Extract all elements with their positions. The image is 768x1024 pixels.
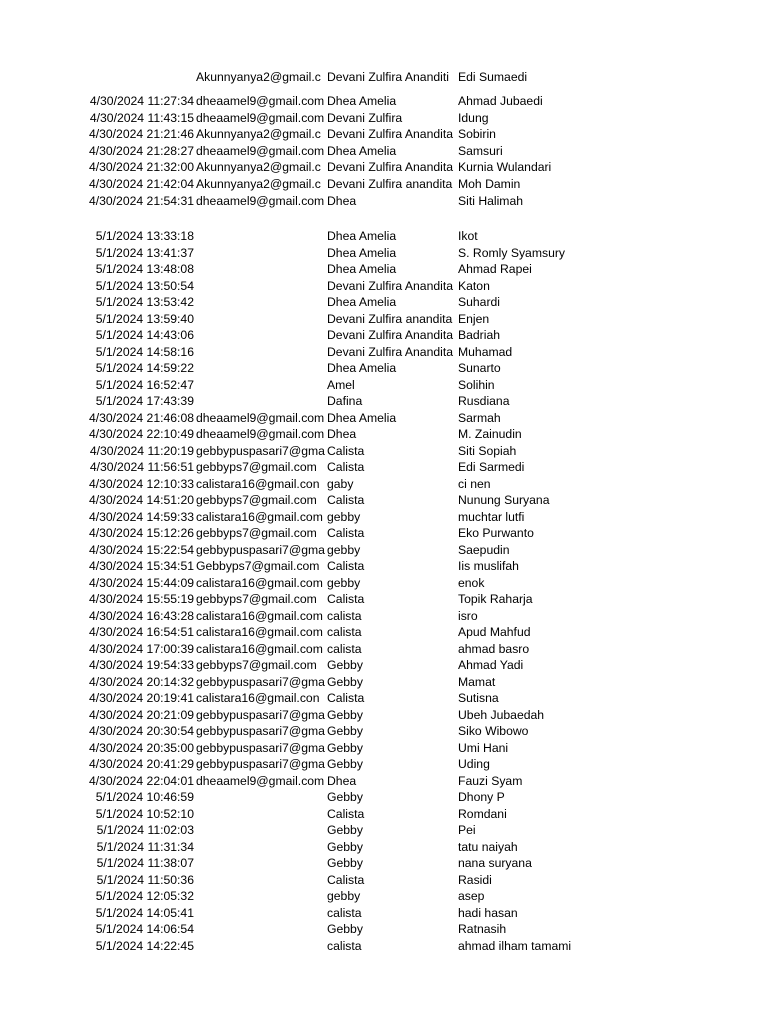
- name-cell: Dhea: [327, 427, 357, 441]
- table-row: [0, 789, 768, 806]
- timestamp-cell: 5/1/2024 11:38:07: [96, 856, 194, 870]
- email-cell: calistara16@gmail.com: [196, 641, 323, 656]
- table-row: [0, 193, 768, 210]
- email-cell: gebbypuspasari7@gma: [196, 757, 325, 771]
- respondent-cell: Ahmad Rapei: [458, 262, 532, 276]
- email-cell: gebbypuspasari7@gma: [196, 724, 325, 738]
- table-row: [0, 294, 768, 311]
- name-cell: Dhea Amelia: [327, 410, 397, 425]
- table-row: [0, 575, 768, 592]
- table-row: [0, 459, 768, 476]
- timestamp-cell: 4/30/2024 16:54:51: [88, 625, 194, 639]
- email-cell: [196, 806, 327, 823]
- name-cell: Dhea Amelia: [327, 143, 397, 158]
- name-cell: Gebby: [327, 724, 363, 738]
- respondent-cell: nana suryana: [458, 856, 532, 870]
- respondent-cell: isro: [458, 608, 478, 623]
- timestamp-cell: 5/1/2024 16:52:47: [95, 377, 194, 392]
- table-row: [0, 888, 768, 905]
- name-cell: Amel: [327, 377, 355, 392]
- name-cell: Calista: [327, 872, 365, 887]
- respondent-cell: Umi Hani: [458, 740, 509, 755]
- table-row: [0, 261, 768, 278]
- timestamp-cell: 4/30/2024 21:28:27: [88, 143, 194, 158]
- email-cell: [196, 294, 327, 311]
- timestamp-cell: 4/30/2024 21:21:46: [88, 127, 194, 142]
- email-cell: calistara16@gmail.com: [196, 509, 323, 524]
- email-cell: gebbyps7@gmail.com: [196, 658, 317, 672]
- email-cell: [196, 327, 327, 344]
- timestamp-cell: 4/30/2024 14:59:33: [88, 509, 194, 524]
- timestamp-cell: 4/30/2024 22:04:01: [88, 773, 194, 788]
- timestamp-cell: 4/30/2024 15:22:54: [88, 542, 194, 557]
- table-row: [0, 723, 768, 740]
- timestamp-cell: 5/1/2024 11:02:03: [96, 823, 194, 837]
- name-cell: Gebby: [327, 839, 363, 854]
- table-row: [0, 591, 768, 608]
- timestamp-cell: 4/30/2024 15:55:19: [88, 592, 194, 606]
- respondent-cell: Kurnia Wulandari: [458, 160, 552, 175]
- respondent-cell: Sunarto: [458, 361, 501, 375]
- name-cell: Calista: [327, 592, 365, 606]
- header-row: [0, 69, 768, 86]
- table-row: [0, 558, 768, 575]
- email-cell: [196, 393, 327, 410]
- timestamp-cell: 5/1/2024 12:05:32: [95, 889, 194, 903]
- table-row: [0, 641, 768, 658]
- email-cell: [196, 377, 327, 394]
- table-row: [0, 492, 768, 509]
- table-row: [0, 938, 768, 955]
- timestamp-cell: 5/1/2024 14:22:45: [95, 938, 194, 953]
- email-cell: gebbypuspasari7@gma: [196, 443, 325, 458]
- table-row: [0, 740, 768, 757]
- respondent-cell: Siko Wibowo: [458, 724, 529, 738]
- timestamp-cell: 4/30/2024 20:19:41: [88, 691, 194, 705]
- respondent-cell: Romdani: [458, 806, 507, 821]
- respondent-cell: Fauzi Syam: [458, 773, 523, 788]
- table-row: [0, 476, 768, 493]
- timestamp-cell: 5/1/2024 13:53:42: [95, 295, 194, 309]
- name-cell: Dhea Amelia: [327, 262, 397, 276]
- name-cell: Calista: [327, 526, 365, 540]
- name-cell: Calista: [327, 493, 365, 507]
- email-cell: [196, 789, 327, 806]
- name-cell: Devani Zulfira Anandita: [327, 127, 454, 142]
- timestamp-cell: 5/1/2024 10:46:59: [95, 790, 194, 804]
- name-cell: gebby: [327, 509, 361, 524]
- name-cell: Dhea: [327, 193, 357, 208]
- respondent-cell: Katon: [458, 278, 490, 293]
- table-row: [0, 509, 768, 526]
- email-cell: gebbypuspasari7@gma: [196, 674, 325, 689]
- table-row: [0, 839, 768, 856]
- name-cell: Gebby: [327, 823, 363, 837]
- email-cell: [196, 344, 327, 361]
- name-cell: Gebby: [327, 757, 363, 771]
- email-cell: Akunnyanya2@gmail.c: [196, 177, 321, 191]
- name-cell: Dhea: [327, 773, 357, 788]
- table-row: [0, 110, 768, 127]
- name-cell: calista: [327, 938, 362, 953]
- table-row: [0, 822, 768, 839]
- respondent-cell: Nunung Suryana: [458, 493, 550, 507]
- table-row: [0, 311, 768, 328]
- table-row: [0, 707, 768, 724]
- email-cell: Akunnyanya2@gmail.c: [196, 127, 321, 142]
- timestamp-cell: 4/30/2024 22:10:49: [88, 427, 194, 441]
- email-cell: [196, 839, 327, 856]
- name-cell: Dhea Amelia: [327, 229, 397, 243]
- timestamp-cell: 5/1/2024 14:06:54: [95, 922, 194, 936]
- respondent-cell: Uding: [458, 757, 490, 771]
- name-cell: Devani Zulfira Anandita: [327, 278, 454, 293]
- timestamp-cell: 5/1/2024 14:59:22: [95, 361, 194, 375]
- email-cell: [196, 261, 327, 278]
- respondent-cell: Ikot: [458, 229, 478, 243]
- timestamp-cell: [80, 69, 194, 86]
- table-row: [0, 228, 768, 245]
- timestamp-cell: 4/30/2024 21:42:04: [88, 177, 194, 191]
- timestamp-cell: 5/1/2024 13:33:18: [95, 229, 194, 243]
- timestamp-cell: 4/30/2024 20:41:29: [88, 757, 194, 771]
- name-cell: Gebby: [327, 922, 363, 936]
- table-row: [0, 443, 768, 460]
- respondent-cell: Rasidi: [458, 872, 492, 887]
- table-row: [0, 690, 768, 707]
- email-cell: gebbyps7@gmail.com: [196, 493, 317, 507]
- table-row: [0, 426, 768, 443]
- respondent-cell: Apud Mahfud: [458, 625, 531, 639]
- table-row: [0, 608, 768, 625]
- respondent-cell: Rusdiana: [458, 394, 510, 408]
- respondent-cell: Moh Damin: [458, 177, 521, 191]
- timestamp-cell: 4/30/2024 16:43:28: [88, 608, 194, 623]
- respondent-cell: Dhony P: [458, 790, 505, 804]
- respondent-cell: ahmad ilham tamami: [458, 938, 572, 953]
- table-row: [0, 377, 768, 394]
- email-cell: dheaamel9@gmail.com: [196, 427, 325, 441]
- email-cell: calistara16@gmail.com: [196, 608, 323, 623]
- email-cell: [196, 360, 327, 377]
- timestamp-cell: 4/30/2024 15:12:26: [88, 526, 194, 540]
- name-cell: Gebby: [327, 658, 363, 672]
- name-cell: Devani Zulfira: [327, 110, 403, 125]
- table-row: [0, 176, 768, 193]
- name-cell: Gebby: [327, 790, 363, 804]
- table-row: [0, 921, 768, 938]
- name-cell: Devani Zulfira Anandita: [327, 328, 454, 342]
- email-cell: dheaamel9@gmail.com: [196, 773, 325, 788]
- name-cell: calista: [327, 905, 362, 920]
- timestamp-cell: 4/30/2024 14:51:20: [88, 493, 194, 507]
- name-cell: Calista: [327, 460, 365, 474]
- table-row: [0, 327, 768, 344]
- name-cell: Calista: [327, 443, 365, 458]
- respondent-cell: Badriah: [458, 328, 501, 342]
- email-cell: [196, 311, 327, 328]
- timestamp-cell: 4/30/2024 21:54:31: [88, 193, 194, 208]
- timestamp-cell: 4/30/2024 15:34:51: [88, 559, 194, 573]
- email-cell: calistara16@gmail.con: [196, 691, 320, 705]
- timestamp-cell: 5/1/2024 17:43:39: [95, 394, 194, 408]
- email-cell: gebbypuspasari7@gma: [196, 542, 325, 557]
- email-cell: dheaamel9@gmail.com: [196, 143, 325, 158]
- respondent-cell: Ubeh Jubaedah: [458, 707, 545, 722]
- table-row: [0, 657, 768, 674]
- timestamp-cell: 5/1/2024 13:48:08: [95, 262, 194, 276]
- timestamp-cell: 4/30/2024 21:32:00: [88, 160, 194, 175]
- email-cell: [196, 822, 327, 839]
- respondent-cell: Sobirin: [458, 127, 496, 142]
- name-cell: gebby: [327, 542, 361, 557]
- table-row: [0, 905, 768, 922]
- name-cell: Gebby: [327, 740, 363, 755]
- table-row: [0, 855, 768, 872]
- name-cell: Devani Zulfira anandita: [327, 311, 453, 326]
- respondent-cell: Suhardi: [458, 295, 501, 309]
- respondent-cell: asep: [458, 889, 485, 903]
- email-cell: dheaamel9@gmail.com: [196, 94, 325, 108]
- respondent-cell: Enjen: [458, 311, 490, 326]
- name-cell: Calista: [327, 559, 365, 573]
- table-row: [0, 143, 768, 160]
- respondent-cell: Pei: [458, 823, 476, 837]
- respondent-cell: Saepudin: [458, 542, 510, 557]
- table-row: [0, 93, 768, 110]
- timestamp-cell: 5/1/2024 13:59:40: [95, 311, 194, 326]
- email-cell: Gebbyps7@gmail.com: [196, 559, 320, 573]
- email-cell: Akunnyanya2@gmail.c: [196, 70, 321, 84]
- respondent-cell: M. Zainudin: [458, 427, 522, 441]
- email-cell: [196, 228, 327, 245]
- table-row: [0, 872, 768, 889]
- respondent-cell: ci nen: [458, 476, 491, 491]
- timestamp-cell: 4/30/2024 11:56:51: [89, 460, 194, 474]
- email-cell: gebbyps7@gmail.com: [196, 526, 317, 540]
- respondent-cell: Mamat: [458, 674, 496, 689]
- email-cell: [196, 938, 327, 955]
- table-row: [0, 674, 768, 691]
- respondent-cell: Muhamad: [458, 344, 513, 359]
- name-cell: Dhea Amelia: [327, 94, 397, 108]
- email-cell: [196, 888, 327, 905]
- email-cell: calistara16@gmail.com: [196, 575, 323, 590]
- email-cell: gebbypuspasari7@gma: [196, 740, 325, 755]
- name-cell: gaby: [327, 476, 354, 491]
- name-cell: calista: [327, 641, 362, 656]
- respondent-cell: Ratnasih: [458, 922, 507, 936]
- timestamp-cell: 5/1/2024 14:58:16: [95, 344, 194, 359]
- email-cell: gebbyps7@gmail.com: [196, 592, 317, 606]
- respondent-cell: Edi Sumaedi: [458, 70, 528, 84]
- name-cell: Calista: [327, 806, 365, 821]
- name-cell: Dhea Amelia: [327, 245, 397, 260]
- email-cell: [196, 905, 327, 922]
- timestamp-cell: 4/30/2024 21:46:08: [88, 410, 194, 425]
- respondent-cell: hadi hasan: [458, 905, 518, 920]
- respondent-cell: Siti Halimah: [458, 193, 524, 208]
- name-cell: Dhea Amelia: [327, 361, 397, 375]
- email-cell: [196, 278, 327, 295]
- respondent-cell: Idung: [458, 110, 489, 125]
- timestamp-cell: 4/30/2024 20:35:00: [88, 740, 194, 755]
- name-cell: calista: [327, 608, 362, 623]
- email-cell: calistara16@gmail.con: [196, 476, 320, 491]
- name-cell: calista: [327, 625, 362, 639]
- timestamp-cell: 4/30/2024 20:21:09: [88, 707, 194, 722]
- email-cell: gebbypuspasari7@gma: [196, 707, 325, 722]
- name-cell: Gebby: [327, 856, 363, 870]
- email-cell: [196, 872, 327, 889]
- timestamp-cell: 5/1/2024 11:50:36: [96, 872, 194, 887]
- timestamp-cell: 5/1/2024 11:31:34: [96, 839, 194, 854]
- email-cell: [196, 245, 327, 262]
- timestamp-cell: 5/1/2024 10:52:10: [95, 806, 194, 821]
- respondent-cell: Sarmah: [458, 410, 501, 425]
- respondent-cell: Sutisna: [458, 691, 499, 705]
- email-cell: dheaamel9@gmail.com: [196, 410, 325, 425]
- timestamp-cell: 4/30/2024 11:27:34: [89, 94, 194, 108]
- respondent-cell: muchtar lutfi: [458, 509, 525, 524]
- table-row: [0, 542, 768, 559]
- respondent-cell: ahmad basro: [458, 641, 530, 656]
- respondent-cell: enok: [458, 575, 485, 590]
- respondent-cell: Ahmad Yadi: [458, 658, 524, 672]
- name-cell: Devani Zulfira Anandita: [327, 344, 454, 359]
- email-cell: calistara16@gmail.com: [196, 625, 323, 639]
- timestamp-cell: 4/30/2024 17:00:39: [88, 641, 194, 656]
- table-row: [0, 360, 768, 377]
- name-cell: Devani Zulfira Ananditi: [327, 70, 449, 84]
- table-row: [0, 410, 768, 427]
- name-cell: Calista: [327, 691, 365, 705]
- timestamp-cell: 5/1/2024 13:50:54: [95, 278, 194, 293]
- email-cell: [196, 855, 327, 872]
- name-cell: Dhea Amelia: [327, 295, 397, 309]
- respondent-cell: Samsuri: [458, 143, 503, 158]
- table-row: [0, 126, 768, 143]
- email-cell: [196, 921, 327, 938]
- respondent-cell: Siti Sopiah: [458, 443, 517, 458]
- table-row: [0, 624, 768, 641]
- timestamp-cell: 4/30/2024 11:43:15: [89, 110, 194, 125]
- table-row: [0, 756, 768, 773]
- table-row: [0, 773, 768, 790]
- timestamp-cell: 4/30/2024 11:20:19: [89, 443, 194, 458]
- timestamp-cell: 5/1/2024 14:43:06: [95, 328, 194, 342]
- name-cell: Gebby: [327, 674, 363, 689]
- respondent-cell: S. Romly Syamsury: [458, 245, 565, 260]
- email-cell: Akunnyanya2@gmail.c: [196, 160, 321, 175]
- email-cell: dheaamel9@gmail.com: [196, 110, 325, 125]
- respondent-cell: tatu naiyah: [458, 839, 518, 854]
- respondent-cell: Eko Purwanto: [458, 526, 534, 540]
- respondent-cell: Iis muslifah: [458, 559, 519, 573]
- respondent-cell: Ahmad Jubaedi: [458, 94, 543, 108]
- name-cell: Devani Zulfira Anandita: [327, 160, 454, 175]
- table-row: [0, 245, 768, 262]
- timestamp-cell: 4/30/2024 20:14:32: [88, 674, 194, 689]
- email-cell: dheaamel9@gmail.com: [196, 193, 325, 208]
- table-row: [0, 159, 768, 176]
- name-cell: Dafina: [327, 394, 363, 408]
- name-cell: gebby: [327, 575, 361, 590]
- name-cell: gebby: [327, 889, 361, 903]
- name-cell: Gebby: [327, 707, 363, 722]
- timestamp-cell: 4/30/2024 15:44:09: [88, 575, 194, 590]
- timestamp-cell: 5/1/2024 13:41:37: [95, 245, 194, 260]
- respondent-cell: Topik Raharja: [458, 592, 533, 606]
- timestamp-cell: 5/1/2024 14:05:41: [95, 905, 194, 920]
- respondent-cell: Solihin: [458, 377, 495, 392]
- timestamp-cell: 4/30/2024 19:54:33: [88, 658, 194, 672]
- table-row: [0, 393, 768, 410]
- table-row: [0, 344, 768, 361]
- timestamp-cell: 4/30/2024 12:10:33: [88, 476, 194, 491]
- name-cell: Devani Zulfira anandita: [327, 177, 453, 191]
- table-row: [0, 806, 768, 823]
- timestamp-cell: 4/30/2024 20:30:54: [88, 724, 194, 738]
- email-cell: gebbyps7@gmail.com: [196, 460, 317, 474]
- table-row: [0, 525, 768, 542]
- respondent-cell: Edi Sarmedi: [458, 460, 525, 474]
- table-row: [0, 278, 768, 295]
